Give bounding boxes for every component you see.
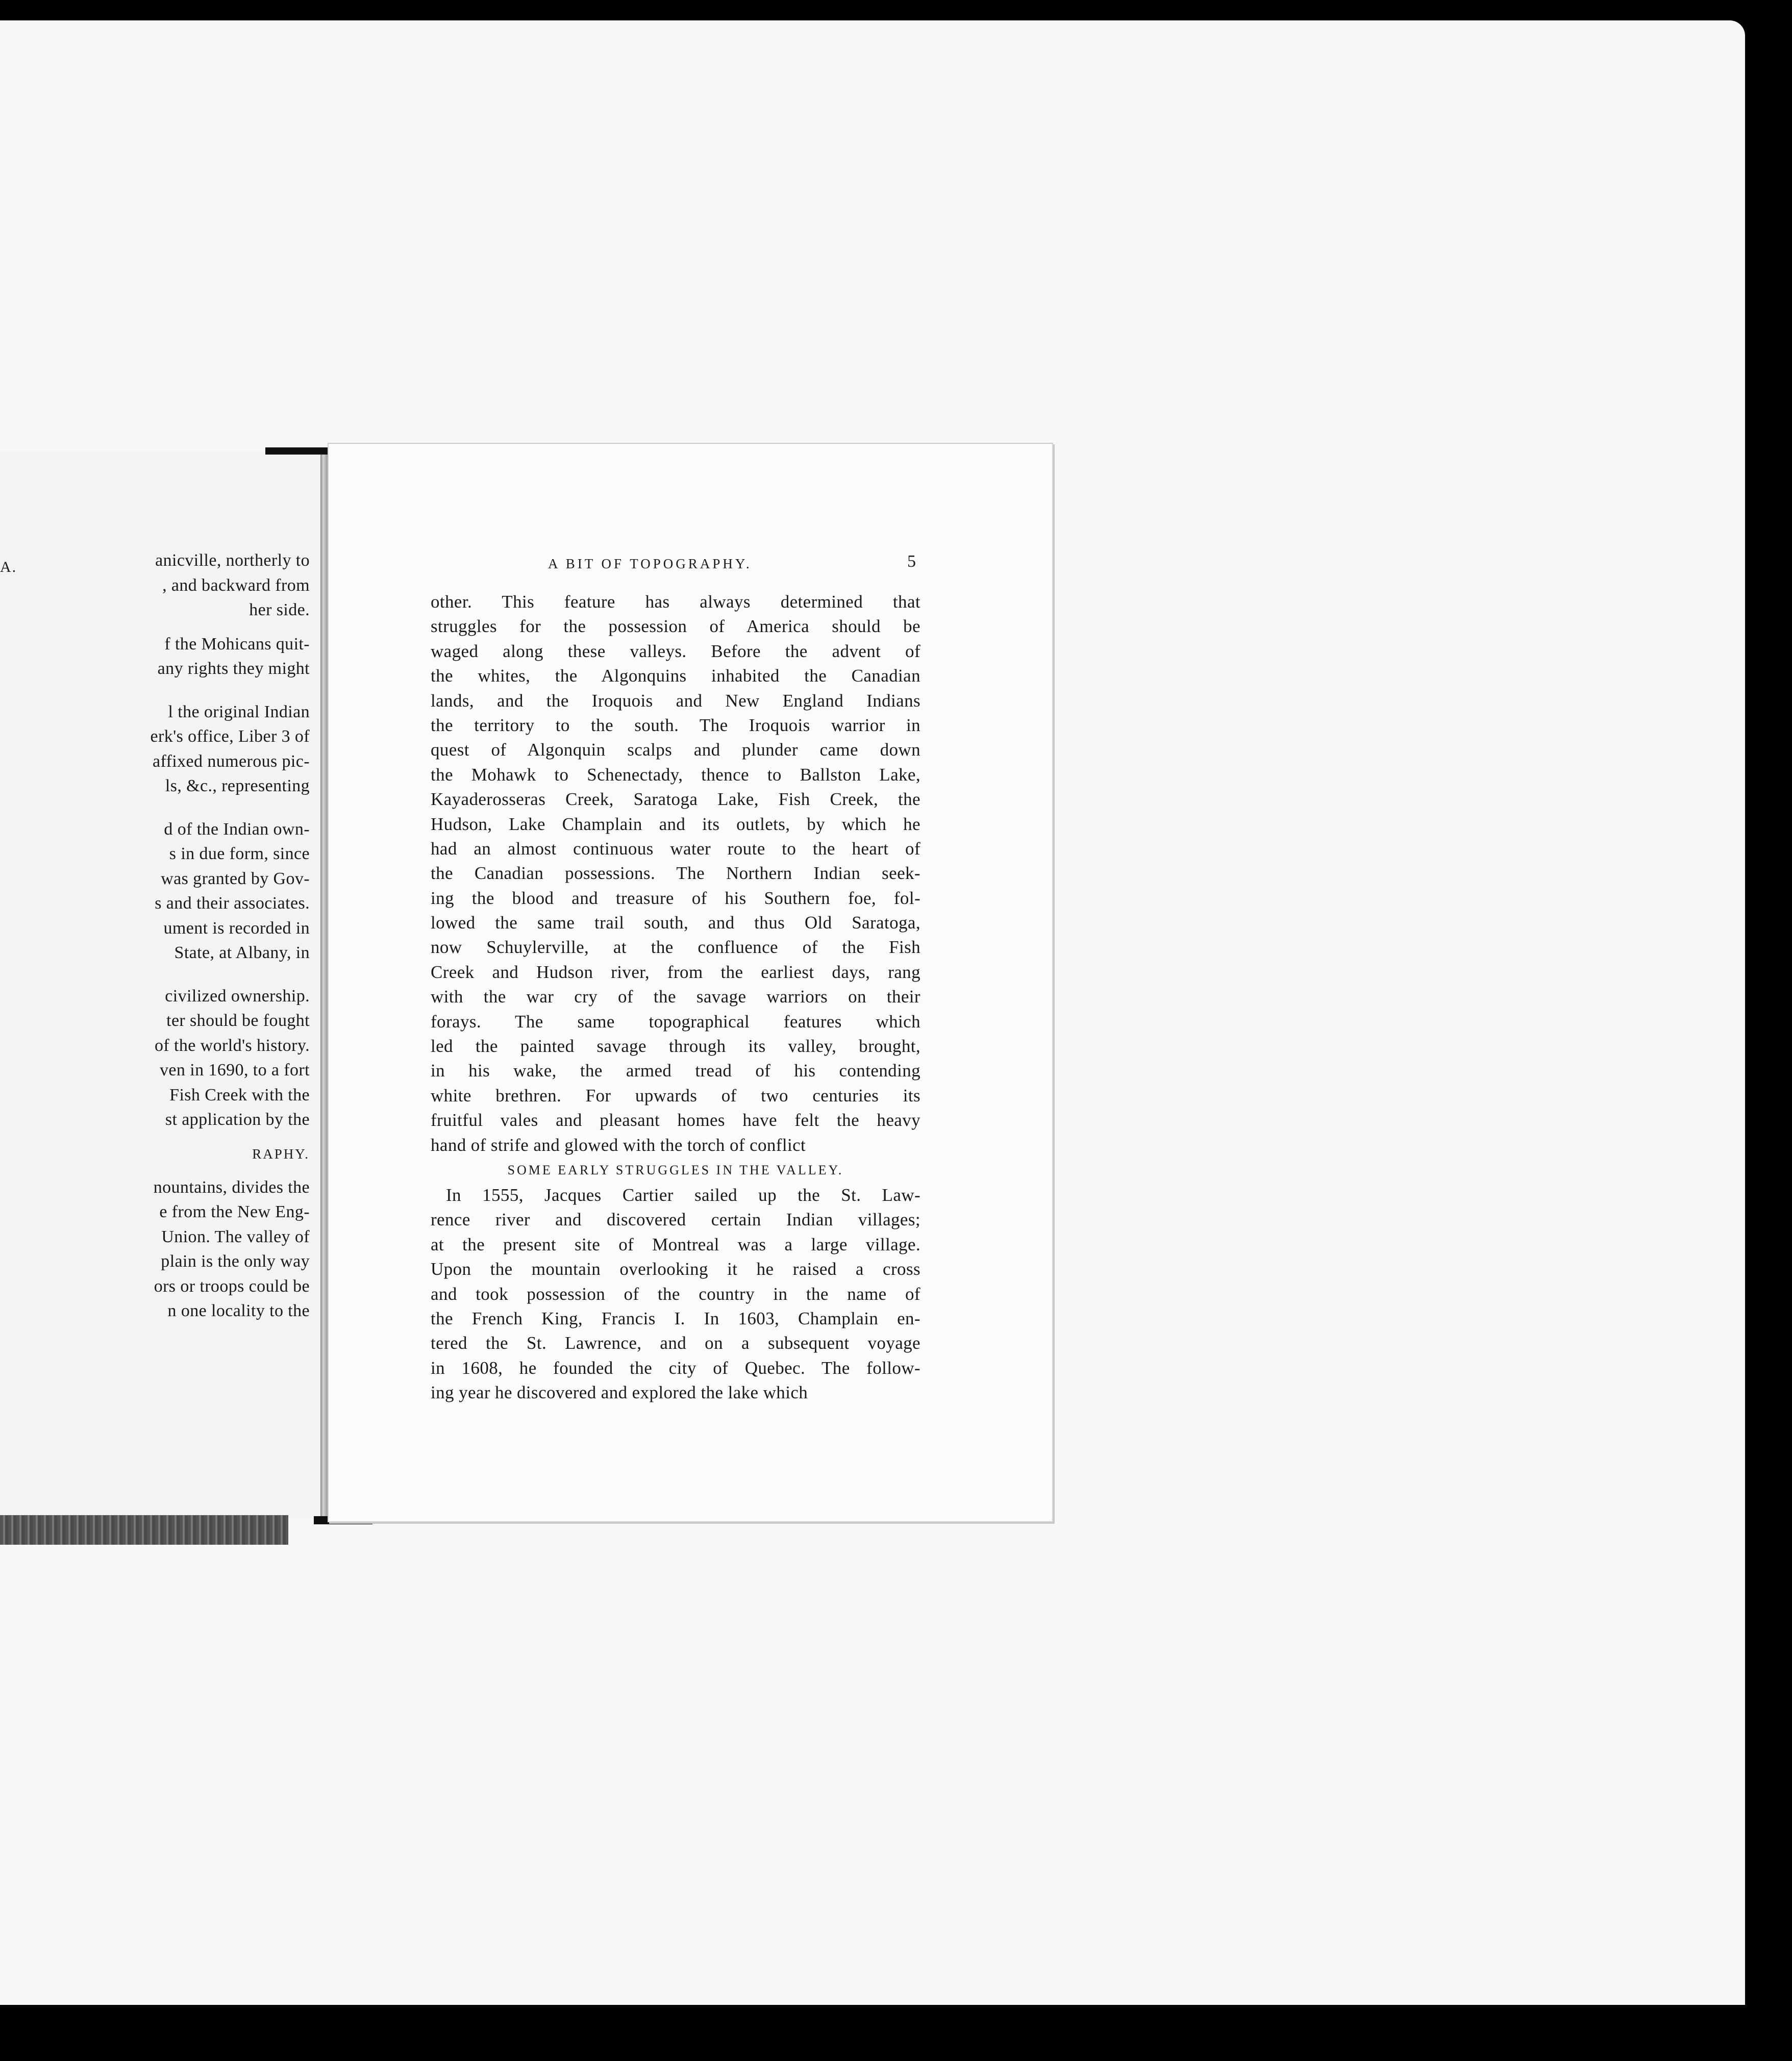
text-line: s in due form, since xyxy=(169,844,310,863)
text-line: white brethren. For upwards of two centuries its xyxy=(431,1085,920,1105)
left-section-heading: RAPHY. xyxy=(252,1146,310,1162)
text-line: quest of Algonquin scalps and plunder came down xyxy=(431,740,920,760)
text-line: the whites, the Algonquins inhabited the Canadian xyxy=(431,666,920,686)
text-line: , and backward from xyxy=(162,575,310,595)
text-line: hand of strife and glowed with the torch of conflict xyxy=(431,1135,806,1155)
line-gap xyxy=(4,623,310,632)
line-gap xyxy=(4,975,310,984)
text-line: the territory to the south. The Iroquois warrior in xyxy=(431,715,920,735)
text-line: the Canadian possessions. The Northern Indian seek- xyxy=(431,863,920,884)
text-line: the Mohawk to Schenectady, thence to Ballston Lake, xyxy=(431,764,920,785)
book-edge-strip xyxy=(0,1515,288,1545)
text-line: now Schuylerville, at the confluence of the Fish xyxy=(431,937,920,958)
text-line: was granted by Gov- xyxy=(161,869,310,888)
text-line: In 1555, Jacques Cartier sailed up the St. Law- xyxy=(446,1185,920,1205)
text-line: other. This feature has always determined that xyxy=(431,592,920,612)
text-line: at the present site of Montreal was a large village. xyxy=(431,1234,920,1254)
text-line: with the war cry of the savage warriors on their xyxy=(431,987,920,1007)
text-line: Fish Creek with the xyxy=(169,1085,310,1104)
text-line: waged along these valleys. Before the advent of xyxy=(431,641,920,661)
text-line: Upon the mountain overlooking it he raised a cross xyxy=(431,1259,920,1279)
text-line: lands, and the Iroquois and New England Indians xyxy=(431,690,920,711)
text-line: e from the New Eng- xyxy=(159,1202,310,1221)
scan-border-bottom xyxy=(0,2005,1792,2061)
left-page xyxy=(0,451,329,1518)
left-running-head: A. xyxy=(0,559,17,575)
text-line: her side. xyxy=(249,600,310,619)
text-line: the French King, Francis I. In 1603, Champlain en- xyxy=(431,1308,920,1328)
text-line: s and their associates. xyxy=(155,894,310,913)
running-head: A BIT OF TOPOGRAPHY. xyxy=(548,556,752,571)
text-line: ven in 1690, to a fort xyxy=(160,1061,310,1079)
line-gap xyxy=(4,682,310,691)
page-body-text xyxy=(431,590,920,1405)
text-line: nountains, divides the xyxy=(153,1177,310,1197)
text-line: struggles for the possession of America should be xyxy=(431,616,920,637)
text-line: civilized ownership. xyxy=(165,986,310,1006)
book-spine xyxy=(320,451,328,1522)
text-line: ing the blood and treasure of his Southern foe, fol- xyxy=(431,888,920,908)
line-gap xyxy=(4,1133,310,1142)
text-line: forays. The same topographical features which xyxy=(431,1011,920,1032)
text-line: anicville, northerly to xyxy=(155,551,310,570)
text-line: n one locality to the xyxy=(167,1301,310,1320)
line-gap xyxy=(4,966,310,975)
text-line: in his wake, the armed tread of his contending xyxy=(431,1061,920,1081)
text-line: st application by the xyxy=(165,1110,310,1129)
text-line: l the original Indian xyxy=(168,702,310,721)
line-gap xyxy=(4,691,310,700)
left-page-text xyxy=(4,548,310,1324)
text-line: ls, &c., representing xyxy=(165,776,310,795)
text-line: tered the St. Lawrence, and on a subsequent voyage xyxy=(431,1333,920,1353)
text-line: ter should be fought xyxy=(166,1011,310,1030)
text-line: ors or troops could be xyxy=(154,1276,310,1296)
text-line: and took possession of the country in the name of xyxy=(431,1284,920,1304)
text-line: ument is recorded in xyxy=(163,918,310,938)
text-line: affixed numerous pic- xyxy=(152,751,310,771)
line-gap xyxy=(4,799,310,808)
page-number: 5 xyxy=(907,552,916,571)
text-line: lowed the same trail south, and thus Old Saratoga, xyxy=(431,913,920,933)
text-line: of the world's history. xyxy=(155,1036,310,1055)
text-line: had an almost continuous water route to the heart of xyxy=(431,838,920,859)
text-line: d of the Indian own- xyxy=(164,819,310,839)
section-heading: SOME EARLY STRUGGLES IN THE VALLEY. xyxy=(507,1162,844,1177)
text-line: fruitful vales and pleasant homes have felt the heavy xyxy=(431,1110,920,1130)
line-gap xyxy=(4,1166,310,1175)
text-line: in 1608, he founded the city of Quebec. The follow- xyxy=(431,1358,920,1378)
text-line: plain is the only way xyxy=(161,1252,310,1271)
text-line: Kayaderosseras Creek, Saratoga Lake, Fish Creek, the xyxy=(431,789,920,810)
text-line: f the Mohicans quit- xyxy=(164,634,310,654)
text-line: any rights they might xyxy=(157,659,310,678)
text-line: rence river and discovered certain Indian villages; xyxy=(431,1210,920,1230)
text-line: Union. The valley of xyxy=(161,1227,310,1246)
text-line: led the painted savage through its valley, brought, xyxy=(431,1036,920,1057)
text-line: ing year he discovered and explored the lake which xyxy=(431,1383,808,1403)
text-line: Creek and Hudson river, from the earliest days, rang xyxy=(431,962,920,982)
text-line: State, at Albany, in xyxy=(174,943,310,962)
line-gap xyxy=(4,808,310,817)
right-page xyxy=(328,443,1053,1522)
text-line: Hudson, Lake Champlain and its outlets, by which he xyxy=(431,814,920,834)
text-line: erk's office, Liber 3 of xyxy=(150,727,310,746)
